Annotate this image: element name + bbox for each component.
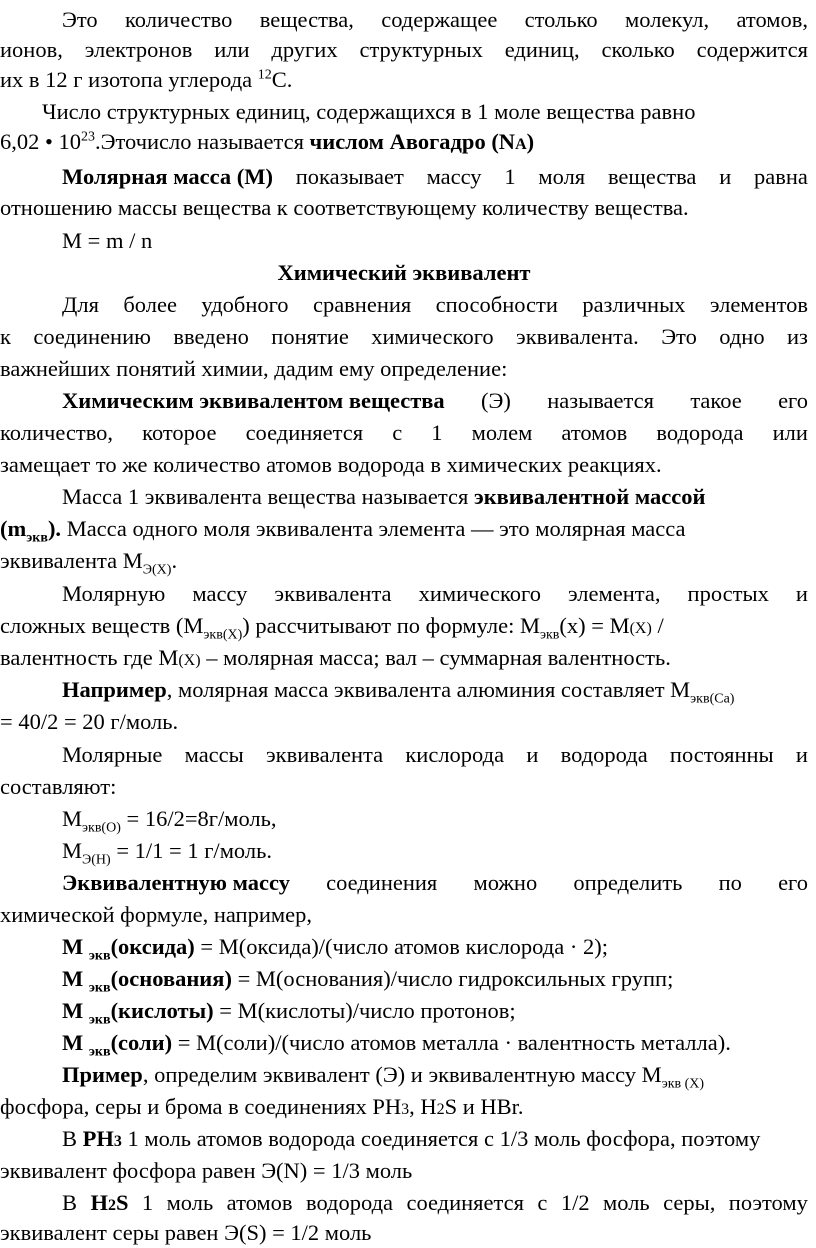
word: атомов <box>561 420 628 445</box>
p10-line2: химической формуле, например, <box>0 902 312 927</box>
word: и <box>795 581 808 606</box>
p7-line3: валентность где М(Х) – молярная масса; вал – суммарная валентность. <box>0 645 671 670</box>
p8-line2: = 40/2 = 20 г/моль. <box>0 709 179 734</box>
p1-line2 <box>0 35 808 65</box>
p12-line2: эквивалент фосфора равен Э(N) = 1/3 моль <box>0 1158 413 1183</box>
word: моль <box>166 1190 214 1215</box>
p10-line1 <box>62 868 808 898</box>
section-heading: Химический эквивалент <box>277 260 531 285</box>
word: и <box>719 164 732 189</box>
word: ионов, <box>0 37 63 62</box>
word: элемента, <box>568 581 661 606</box>
p13-line1 <box>62 1188 808 1218</box>
word: соединения <box>326 870 438 895</box>
word: Молярные <box>62 742 163 767</box>
p3-line1 <box>62 162 808 192</box>
word: массы <box>184 742 244 767</box>
word: сколько <box>601 37 675 62</box>
word: (Э) <box>481 388 511 413</box>
p4-line2 <box>0 322 808 352</box>
formula-salt: М $_{экв}$(соли) = М(соли)/(число атомов металла · валентность металла). <box>62 1030 731 1060</box>
word: элементов <box>709 292 808 317</box>
word: Для <box>62 292 99 317</box>
word: эквивалента <box>266 742 384 767</box>
word: водорода <box>305 1190 394 1215</box>
p1-line1 <box>62 5 808 35</box>
p3-line2: отношению массы вещества к соответствующему количеству вещества. <box>0 195 689 220</box>
word: можно <box>473 870 538 895</box>
word: Молярная масса (М) <box>62 164 273 189</box>
word: водорода <box>656 420 744 445</box>
word: атомов <box>226 1190 293 1215</box>
word: такое <box>690 388 742 413</box>
word: содержащее <box>381 7 498 32</box>
p6-line1: Масса 1 эквивалента вещества называется эквивалентной массой <box>62 484 706 509</box>
word: по <box>718 870 742 895</box>
word: кислорода <box>405 742 505 767</box>
word: столько <box>524 7 598 32</box>
word: содержится <box>696 37 808 62</box>
word: серы, <box>663 1190 716 1215</box>
word: эквивалента <box>274 581 392 606</box>
p12-line1: В PH3 1 моль атомов водорода соединяется с 1/3 моль фосфора, поэтому <box>62 1126 761 1151</box>
word: 1 <box>504 164 516 189</box>
word: к <box>0 324 11 349</box>
word: соединяется <box>406 1190 524 1215</box>
p11-line2: фосфора, серы и брома в соединениях PH3, H2S и HBr. <box>0 1094 524 1119</box>
word: способности <box>435 292 558 317</box>
word: одно <box>719 324 765 349</box>
word: из <box>787 324 808 349</box>
word: молем <box>471 420 533 445</box>
word: химического <box>371 324 494 349</box>
p2-line1: Число структурных единиц, содержащихся в 1 моле вещества равно <box>42 99 696 124</box>
p7-line2: сложных веществ $(М_{экв(Х)})$ рассчитывают по формуле: $М_{экв}(x) = М(Х)$ / <box>0 613 664 643</box>
word: его <box>778 870 808 895</box>
p11-line1: Пример, определим эквивалент (Э) и эквивалентную массу $М_{экв (Х)}$ <box>62 1062 705 1092</box>
p5-line1 <box>62 386 808 416</box>
word: единиц, <box>504 37 580 62</box>
word: 1 <box>141 1190 154 1215</box>
word: более <box>123 292 177 317</box>
word: понятие <box>271 324 349 349</box>
word: количество, <box>0 420 114 445</box>
word: и <box>526 742 539 767</box>
formula-acid: М $_{экв}$(кислоты) = М(кислоты)/число протонов; <box>62 998 516 1028</box>
word: вещества <box>607 164 697 189</box>
word: соединению <box>33 324 151 349</box>
word: показывает <box>295 164 404 189</box>
word: водорода <box>560 742 648 767</box>
p5-line2 <box>0 418 808 448</box>
formula-molar-mass: М = m / n <box>62 228 153 253</box>
avogadro-term: числом Авогадро (NA) <box>309 129 535 154</box>
word: или <box>214 37 250 62</box>
word: 1/2 <box>560 1190 590 1215</box>
bold-term: Химическим эквивалентом вещества <box>62 388 445 413</box>
word: атомов, <box>736 7 808 32</box>
word: других <box>271 37 338 62</box>
word: с <box>392 420 403 445</box>
p6-line2: $(m_{экв})$. Масса одного моля эквивалента элемента — это молярная масса <box>0 516 686 546</box>
p7-line1 <box>62 579 808 609</box>
word: массу <box>426 164 482 189</box>
p13-line2: эквивалент серы равен Э(S) = 1/2 моль <box>0 1220 372 1245</box>
word: вещества, <box>259 7 354 32</box>
p9-line2: составляют: <box>0 774 117 799</box>
word: Это <box>661 324 697 349</box>
word: 1 <box>431 420 443 445</box>
word: Это <box>62 7 98 32</box>
word: моля <box>538 164 586 189</box>
word: удобного <box>201 292 289 317</box>
word: массу <box>192 581 248 606</box>
p2-line2: 6,02 • $10^{23}.Эточисло$ называется числом Авогадро (NA) <box>0 129 535 154</box>
word: постоянны <box>669 742 774 767</box>
word: равна <box>754 164 808 189</box>
word: введено <box>173 324 249 349</box>
word: его <box>778 388 808 413</box>
formula-oxygen: $М_{экв(О)}$ = 16/2=8г/моль, <box>62 806 277 836</box>
bold-term: H2S <box>90 1190 129 1215</box>
bold-term: Эквивалентную массу <box>62 870 290 895</box>
p4-line3: важнейших понятий химии, дадим ему определение: <box>0 356 508 381</box>
p9-line1 <box>62 740 808 770</box>
word: эквивалента. <box>516 324 639 349</box>
formula-hydrogen: $М_{Э(Н)} = 1/1 = 1$ г/моль. <box>62 838 272 868</box>
word: или <box>772 420 808 445</box>
word: простых <box>687 581 769 606</box>
word: структурных <box>359 37 483 62</box>
word: количество <box>124 7 233 32</box>
p1-line3: их в 12 г изотопа углерода $^{12}$С. <box>0 67 293 92</box>
word: с <box>537 1190 548 1215</box>
p4-line1 <box>62 290 808 320</box>
word: Молярную <box>62 581 166 606</box>
word: соединяется <box>245 420 364 445</box>
word: сравнения <box>312 292 412 317</box>
formula-oxide: М $_{экв}$(оксида) = М(оксида)/(число атомов кислорода · 2); <box>62 934 608 964</box>
word: называется <box>547 388 654 413</box>
word: В <box>62 1190 78 1215</box>
formula-base: М $_{экв}$(основания) = М(основания)/число гидроксильных групп; <box>62 966 674 996</box>
p5-line3: замещает то же количество атомов водорода в химических реакциях. <box>0 452 662 477</box>
word: определить <box>573 870 683 895</box>
word: химического <box>418 581 541 606</box>
word: и <box>795 742 808 767</box>
word: электронов <box>84 37 193 62</box>
p8-line1: Например, молярная масса эквивалента алюминия составляет $М_{экв(Са)}$ <box>62 677 735 707</box>
word: молекул, <box>625 7 710 32</box>
word: поэтому <box>728 1190 808 1215</box>
word: которое <box>142 420 217 445</box>
p6-line3: эквивалента $М_{Э(Х)}$. <box>0 548 178 578</box>
word: моль <box>603 1190 650 1215</box>
word: различных <box>582 292 686 317</box>
